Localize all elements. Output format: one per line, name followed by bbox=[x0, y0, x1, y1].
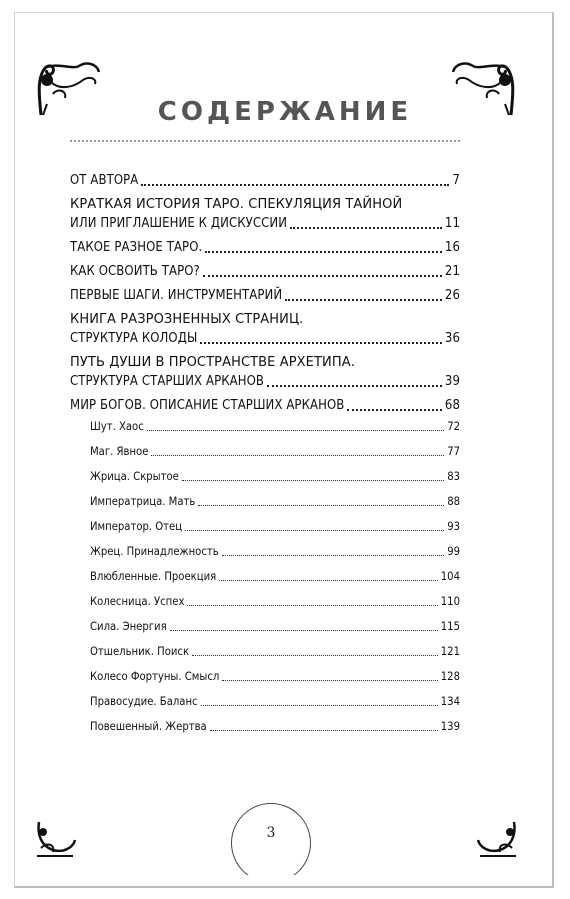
toc-subentry-title: Отшельник. Поиск bbox=[90, 645, 190, 658]
dot-leader bbox=[187, 605, 437, 606]
toc-subentry[interactable] bbox=[70, 520, 460, 534]
toc-subentry[interactable] bbox=[70, 645, 460, 659]
toc-entry[interactable] bbox=[70, 195, 460, 233]
ornament-bottom-right-icon bbox=[474, 818, 520, 860]
dot-leader bbox=[170, 630, 438, 631]
dot-leader bbox=[198, 505, 444, 506]
toc-entry-page: 16 bbox=[444, 240, 460, 255]
dot-leader bbox=[267, 385, 442, 387]
toc-entry[interactable] bbox=[70, 171, 460, 190]
dot-leader bbox=[147, 430, 444, 431]
toc-subentry-title: Императрица. Мать bbox=[90, 495, 196, 508]
toc-subentry[interactable] bbox=[70, 595, 460, 609]
toc-subentry-title: Жрица. Скрытое bbox=[90, 470, 179, 483]
title-divider bbox=[70, 140, 460, 142]
toc-subentry-title: Влюбленные. Проекция bbox=[90, 570, 217, 583]
toc-subentry-page: 83 bbox=[447, 470, 460, 483]
toc-entry[interactable] bbox=[70, 262, 460, 281]
toc-subentry-title: Шут. Хаос bbox=[90, 420, 144, 433]
dot-leader bbox=[205, 251, 442, 253]
toc-subentry-title: Сила. Энергия bbox=[90, 620, 167, 633]
toc-subentry-page: 88 bbox=[447, 495, 460, 508]
toc-entry-title-line: ПУТЬ ДУШИ В ПРОСТРАНСТВЕ АРХЕТИПА. bbox=[70, 355, 355, 370]
toc-entry-page: 21 bbox=[444, 264, 460, 279]
toc-subentry[interactable] bbox=[70, 695, 460, 709]
dot-leader bbox=[347, 409, 442, 411]
ornament-bottom-left-icon bbox=[33, 818, 79, 860]
toc-subentry-page: 72 bbox=[447, 420, 460, 433]
toc-entry-title: ИЛИ ПРИГЛАШЕНИЕ К ДИСКУССИИ bbox=[70, 216, 288, 231]
toc-entry[interactable] bbox=[70, 353, 460, 391]
dot-leader bbox=[192, 655, 438, 656]
toc-subentry-title: Жрец. Принадлежность bbox=[90, 545, 219, 558]
toc-subentry-title: Колесо Фортуны. Смысл bbox=[90, 670, 220, 683]
toc-subentry-page: 77 bbox=[447, 445, 460, 458]
toc-entry[interactable] bbox=[70, 396, 460, 415]
toc-entry-title: ОТ АВТОРА bbox=[70, 173, 139, 188]
dot-leader bbox=[203, 275, 442, 277]
toc-entry-title-line: КРАТКАЯ ИСТОРИЯ ТАРО. СПЕКУЛЯЦИЯ ТАЙНОЙ bbox=[70, 197, 403, 212]
dot-leader bbox=[219, 580, 438, 581]
toc-entry-page: 36 bbox=[444, 331, 460, 346]
toc-subentry[interactable] bbox=[70, 420, 460, 434]
toc-subentry[interactable] bbox=[70, 545, 460, 559]
toc-subentry-title: Правосудие. Баланс bbox=[90, 695, 198, 708]
toc-entry[interactable] bbox=[70, 310, 460, 348]
toc-subentry-title: Император. Отец bbox=[90, 520, 183, 533]
toc-entry-page: 7 bbox=[452, 173, 460, 188]
toc-entry-title: СТРУКТУРА СТАРШИХ АРКАНОВ bbox=[70, 374, 265, 389]
dot-leader bbox=[151, 455, 444, 456]
toc-entry[interactable] bbox=[70, 238, 460, 257]
toc-entry-title-line: КНИГА РАЗРОЗНЕННЫХ СТРАНИЦ. bbox=[70, 312, 304, 327]
toc-subentry-page: 99 bbox=[447, 545, 460, 558]
toc-entry-title: ПЕРВЫЕ ШАГИ. ИНСТРУМЕНТАРИЙ bbox=[70, 288, 283, 303]
toc-subentry[interactable] bbox=[70, 570, 460, 584]
toc-entry[interactable] bbox=[70, 286, 460, 305]
toc-subentry-page: 115 bbox=[440, 620, 460, 633]
toc-entry-title: СТРУКТУРА КОЛОДЫ bbox=[70, 331, 198, 346]
toc-entry-title: КАК ОСВОИТЬ ТАРО? bbox=[70, 264, 200, 279]
toc-subentry[interactable] bbox=[70, 720, 460, 734]
dot-leader bbox=[200, 342, 442, 344]
dot-leader bbox=[182, 480, 444, 481]
toc-subentry[interactable] bbox=[70, 620, 460, 634]
toc-subentry[interactable] bbox=[70, 670, 460, 684]
toc-entry-title: МИР БОГОВ. ОПИСАНИЕ СТАРШИХ АРКАНОВ bbox=[70, 398, 345, 413]
toc-entry-page: 68 bbox=[444, 398, 460, 413]
toc-subentry-page: 128 bbox=[440, 670, 460, 683]
dot-leader bbox=[201, 705, 438, 706]
toc-subentry[interactable] bbox=[70, 470, 460, 484]
toc-subentry[interactable] bbox=[70, 495, 460, 509]
toc-subentry-page: 110 bbox=[440, 595, 460, 608]
toc-subentry-title: Повешенный. Жертва bbox=[90, 720, 207, 733]
toc-subentry-page: 93 bbox=[447, 520, 460, 533]
toc-entry-page: 39 bbox=[444, 374, 460, 389]
toc-entry-page: 26 bbox=[444, 288, 460, 303]
page-number: 3 bbox=[266, 825, 276, 841]
toc-subentry-page: 139 bbox=[440, 720, 460, 733]
toc-subentry-title: Маг. Явное bbox=[90, 445, 149, 458]
toc-subentry-page: 121 bbox=[440, 645, 460, 658]
dot-leader bbox=[141, 184, 449, 186]
page-number-circle bbox=[231, 803, 311, 883]
page-title: СОДЕРЖАНИЕ bbox=[157, 97, 413, 127]
toc-entry-title: ТАКОЕ РАЗНОЕ ТАРО. bbox=[70, 240, 203, 255]
dot-leader bbox=[185, 530, 444, 531]
toc-subentry-page: 104 bbox=[440, 570, 460, 583]
dot-leader bbox=[285, 299, 442, 301]
table-of-contents bbox=[70, 171, 460, 745]
dot-leader bbox=[222, 680, 437, 681]
dot-leader bbox=[290, 227, 442, 229]
dot-leader bbox=[210, 730, 438, 731]
toc-subentry[interactable] bbox=[70, 445, 460, 459]
toc-subentry-title: Колесница. Успех bbox=[90, 595, 185, 608]
toc-subentry-page: 134 bbox=[440, 695, 460, 708]
toc-entry-page: 11 bbox=[444, 216, 460, 231]
dot-leader bbox=[222, 555, 445, 556]
